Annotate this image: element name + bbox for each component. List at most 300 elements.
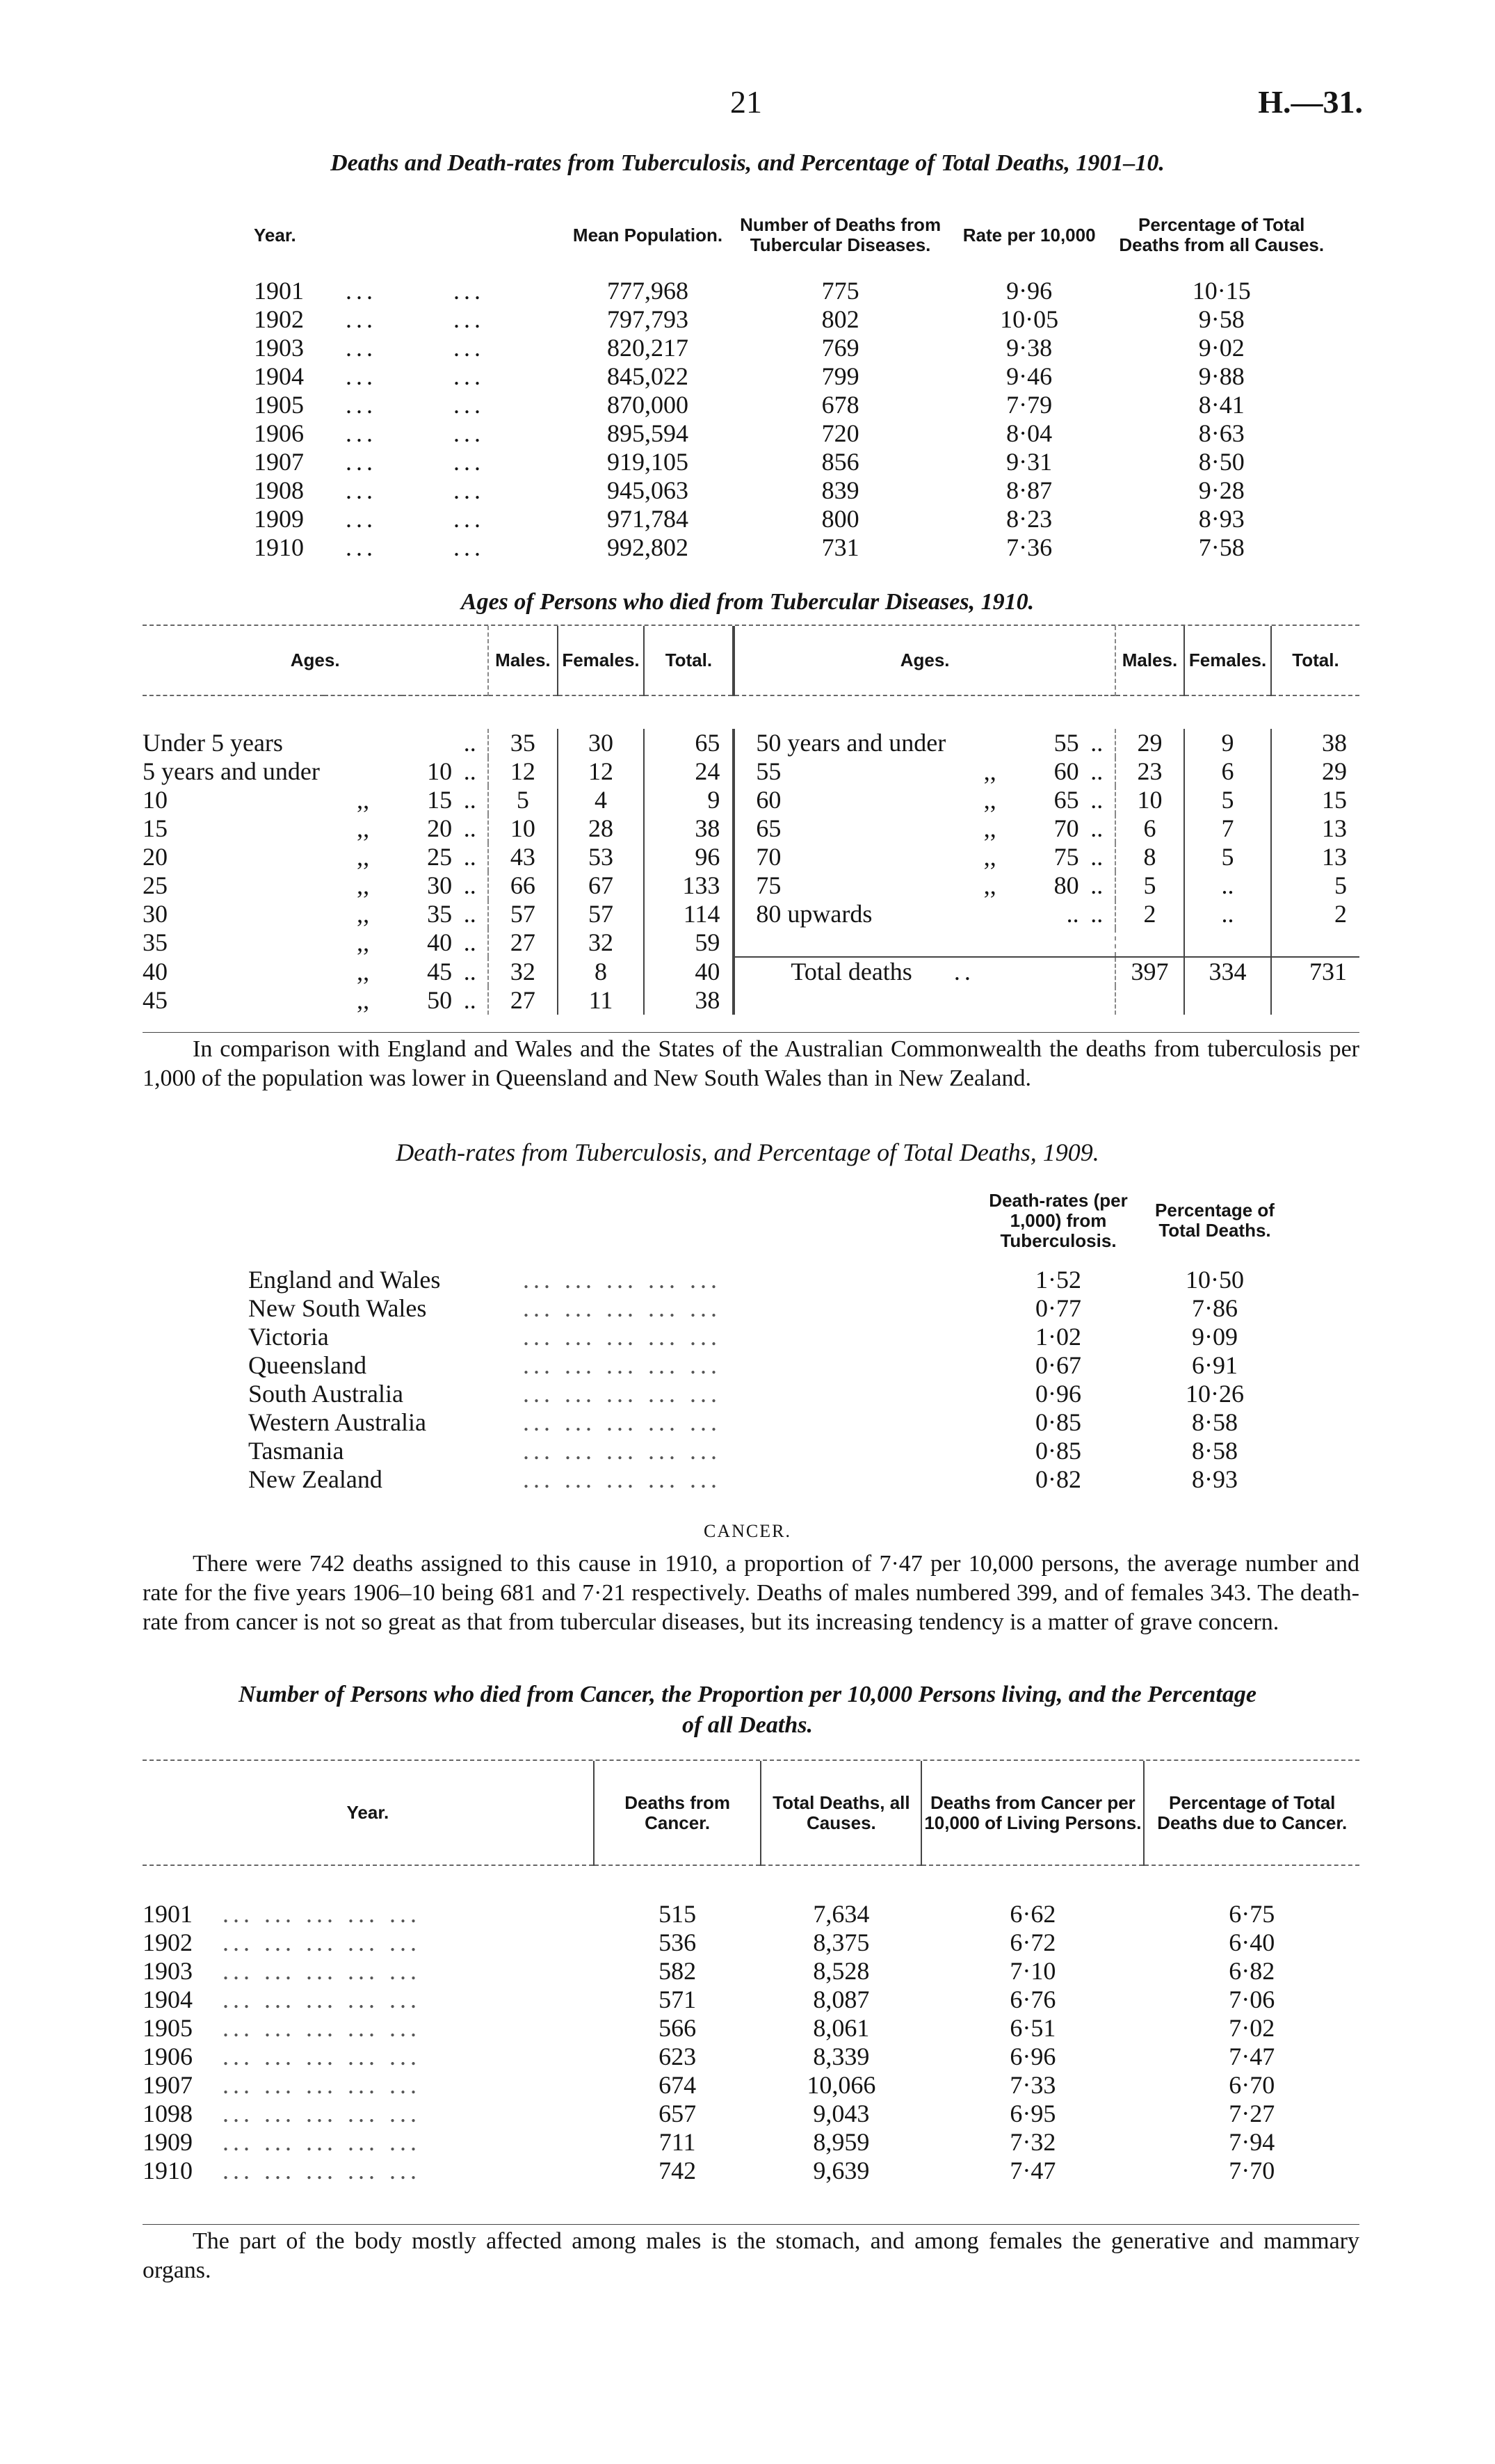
cancer-year: 1902 ... ... ... ... ... bbox=[143, 1928, 421, 1956]
ages-total: 13 bbox=[1271, 814, 1359, 843]
cancer-rate: 6·62 bbox=[1010, 1900, 1056, 1928]
leader-dots: ... ... ... ... ... bbox=[523, 1408, 721, 1436]
age-ditto: ,, bbox=[983, 871, 996, 899]
comparison-place: South Australia ... ... ... ... ... bbox=[248, 1380, 721, 1408]
comparison-place: Victoria ... ... ... ... ... bbox=[248, 1323, 721, 1351]
tb-year: 1909 ... ... bbox=[254, 505, 485, 533]
cancer-deaths: 536 bbox=[658, 1928, 697, 1956]
ages-males: 35 bbox=[488, 729, 557, 757]
age-to: 45 bbox=[427, 957, 453, 985]
tb-deaths: 802 bbox=[821, 305, 859, 333]
cancer-row bbox=[143, 1928, 1359, 1957]
ages-row bbox=[143, 814, 1359, 843]
tb-row bbox=[243, 305, 1328, 334]
cancer-bottom-rule bbox=[143, 2224, 1359, 2225]
leader-dots: ... bbox=[346, 277, 377, 305]
age-from: 70 bbox=[734, 843, 951, 871]
age-ditto: ,, bbox=[357, 814, 370, 842]
ages-total: 5 bbox=[1271, 871, 1359, 900]
age-from: Under 5 years bbox=[143, 729, 283, 757]
tb-rate: 8·87 bbox=[1006, 476, 1053, 504]
ages-total: 65 bbox=[644, 729, 734, 757]
ages-males: 5 bbox=[1115, 871, 1184, 900]
comparison-place: England and Wales ... ... ... ... ... bbox=[248, 1266, 721, 1294]
age-from: 45 bbox=[143, 986, 168, 1014]
comparison-rate: 0·82 bbox=[1035, 1465, 1081, 1493]
tb-header-pct: Percentage of Total Deaths from all Causes. bbox=[1119, 214, 1325, 255]
age-to: .. bbox=[1066, 900, 1079, 928]
cancer-deaths: 711 bbox=[658, 2128, 696, 2156]
cancer-heading: CANCER. bbox=[704, 1521, 791, 1541]
cancer-deaths: 657 bbox=[658, 2100, 697, 2127]
age-to: 40 bbox=[427, 928, 453, 956]
ages-total: 24 bbox=[644, 757, 734, 786]
ages-total: 40 bbox=[644, 957, 734, 986]
ages-males: 27 bbox=[488, 986, 557, 1015]
cancer-row bbox=[143, 1986, 1359, 2014]
leader-dots: ... bbox=[346, 533, 377, 561]
cancer-year: 1903 ... ... ... ... ... bbox=[143, 1957, 421, 1985]
tb-table-title: Deaths and Death-rates from Tuberculosis, and Percentage of Total Deaths, 1901–10. bbox=[330, 150, 1165, 176]
tb-header-population: Mean Population. bbox=[572, 224, 723, 245]
tb-year: 1902 ... ... bbox=[254, 305, 485, 333]
ages-females: 4 bbox=[558, 786, 645, 814]
leader-dots: ... ... ... ... ... bbox=[523, 1323, 721, 1351]
comparison-pct: 7·86 bbox=[1192, 1294, 1238, 1322]
leader-dots: ... ... ... ... ... bbox=[223, 1928, 421, 1956]
tb-population: 777,968 bbox=[607, 277, 689, 305]
cancer-rate: 6·76 bbox=[1010, 1986, 1056, 2013]
age-from: 80 upwards bbox=[734, 900, 951, 928]
ages-females: .. bbox=[1184, 900, 1271, 928]
ages-males: 27 bbox=[488, 928, 557, 957]
cancer-rate: 7·10 bbox=[1010, 1957, 1056, 1985]
ages-females: 57 bbox=[558, 900, 645, 928]
ages-row bbox=[143, 843, 1359, 871]
cancer-pct: 7·02 bbox=[1229, 2014, 1275, 2042]
tb-pct: 8·50 bbox=[1198, 448, 1245, 476]
ages-total: 38 bbox=[1271, 729, 1359, 757]
cancer-header-year: Year. bbox=[346, 1802, 389, 1823]
age-to: 35 bbox=[427, 900, 453, 928]
leader-dots: ... bbox=[346, 476, 377, 504]
leader-dots: ... bbox=[453, 305, 485, 333]
leader-dots: ... bbox=[346, 419, 377, 447]
ages-males: 57 bbox=[488, 900, 557, 928]
cancer-pct: 7·06 bbox=[1229, 1986, 1275, 2013]
leader-dots: .. bbox=[1090, 814, 1104, 842]
ages-females: 28 bbox=[558, 814, 645, 843]
ages-total: 29 bbox=[1271, 757, 1359, 786]
ages-header-left-total: Total. bbox=[644, 626, 734, 695]
cancer-total: 9,639 bbox=[813, 2157, 870, 2184]
age-from: 50 years and under bbox=[734, 729, 951, 757]
age-ditto: ,, bbox=[357, 900, 370, 928]
age-ditto bbox=[951, 729, 1029, 757]
ages-males: 6 bbox=[1115, 814, 1184, 843]
comparison-place: Queensland ... ... ... ... ... bbox=[248, 1351, 721, 1379]
comparison-pct: 10·26 bbox=[1186, 1380, 1244, 1408]
age-from: 15 bbox=[143, 814, 168, 842]
tb-header-year: Year. bbox=[254, 224, 296, 245]
leader-dots: .. bbox=[463, 786, 476, 814]
cancer-pct: 7·47 bbox=[1229, 2043, 1275, 2070]
cancer-rate: 6·96 bbox=[1010, 2043, 1056, 2070]
cancer-deaths: 623 bbox=[658, 2043, 697, 2070]
leader-dots: ... bbox=[453, 476, 485, 504]
ages-females: 11 bbox=[558, 986, 645, 1015]
cancer-year: 1909 ... ... ... ... ... bbox=[143, 2128, 421, 2156]
cancer-deaths: 566 bbox=[658, 2014, 697, 2042]
age-from: 30 bbox=[143, 900, 168, 928]
cancer-rate: 7·47 bbox=[1010, 2157, 1056, 2184]
tb-deaths: 678 bbox=[821, 391, 859, 419]
tb-deaths: 799 bbox=[821, 362, 859, 390]
tb-pct: 9·28 bbox=[1198, 476, 1245, 504]
cancer-total: 8,087 bbox=[813, 1986, 870, 2013]
comparison-pct: 10·50 bbox=[1186, 1266, 1244, 1294]
age-ditto: ,, bbox=[357, 986, 370, 1014]
tb-row bbox=[243, 505, 1328, 533]
ages-males: 23 bbox=[1115, 757, 1184, 786]
ages-females: 32 bbox=[558, 928, 645, 957]
cancer-pct: 6·82 bbox=[1229, 1957, 1275, 1985]
cancer-year: 1901 ... ... ... ... ... bbox=[143, 1900, 421, 1928]
cancer-row bbox=[143, 1957, 1359, 1986]
cancer-table-title-line2: of all Deaths. bbox=[682, 1712, 813, 1738]
ages-header-right-ages: Ages. bbox=[734, 626, 1115, 695]
leader-dots: ... ... ... ... ... bbox=[223, 1986, 421, 2013]
leader-dots: ... ... ... ... ... bbox=[223, 2157, 421, 2184]
leader-dots: .. bbox=[953, 958, 975, 985]
ages-females: 53 bbox=[558, 843, 645, 871]
leader-dots: ... bbox=[346, 362, 377, 390]
age-ditto bbox=[951, 900, 1029, 928]
cancer-pct: 6·70 bbox=[1229, 2071, 1275, 2099]
comparison-header-rate: Death-rates (per 1,000) from Tuberculosis. bbox=[989, 1189, 1128, 1251]
tb-deaths: 839 bbox=[821, 476, 859, 504]
age-ditto: ,, bbox=[983, 843, 996, 871]
cancer-year: 1904 ... ... ... ... ... bbox=[143, 1986, 421, 2013]
leader-dots: ... bbox=[346, 334, 377, 362]
cancer-row bbox=[143, 1900, 1359, 1928]
paragraph-tb-comparison: In comparison with England and Wales and the States of the Australian Commonwealth the deaths from tuberculosis per 1,000 of the population was lower in Queensland and New South Wales than in New Zealand. bbox=[143, 1036, 1359, 1091]
comparison-rate: 0·85 bbox=[1035, 1408, 1081, 1436]
cancer-pct: 6·75 bbox=[1229, 1900, 1275, 1928]
tb-rate: 9·46 bbox=[1006, 362, 1053, 390]
comparison-rate: 1·52 bbox=[1035, 1266, 1081, 1294]
tb-pct: 10·15 bbox=[1192, 277, 1251, 305]
age-from: 65 bbox=[734, 814, 951, 843]
ages-total: 96 bbox=[644, 843, 734, 871]
ages-males: 43 bbox=[488, 843, 557, 871]
tb-row bbox=[243, 533, 1328, 562]
comparison-table-title: Death-rates from Tuberculosis, and Percentage of Total Deaths, 1909. bbox=[396, 1138, 1099, 1166]
cancer-pct: 7·94 bbox=[1229, 2128, 1275, 2156]
ages-header-left-males: Males. bbox=[488, 626, 557, 695]
cancer-rate: 6·51 bbox=[1010, 2014, 1056, 2042]
leader-dots: .. bbox=[1090, 871, 1104, 899]
tb-row bbox=[243, 277, 1328, 305]
comparison-row bbox=[248, 1437, 1291, 1465]
paragraph-cancer: There were 742 deaths assigned to this cause in 1910, a proportion of 7·47 per 10,000 persons, the average number and rate for the five years 1906–10 being 681 and 7·21 respectively. Deaths of males numbered 399, and of females 343. The death-rate from cancer is not so great as that from tubercular diseases, but its increasing tendency is a matter of grave concern. bbox=[143, 1551, 1359, 1635]
leader-dots: ... ... ... ... ... bbox=[223, 1900, 421, 1928]
ages-females: .. bbox=[1184, 871, 1271, 900]
tb-deaths: 800 bbox=[821, 505, 859, 533]
tb-pct: 9·88 bbox=[1198, 362, 1245, 390]
paragraph-body-parts: The part of the body mostly affected among males is the stomach, and among females the generative and mammary organs. bbox=[143, 2228, 1359, 2283]
ages-row bbox=[143, 757, 1359, 786]
tb-deaths: 720 bbox=[821, 419, 859, 447]
comparison-pct: 6·91 bbox=[1192, 1351, 1238, 1379]
paper-code: H.—31. bbox=[1258, 84, 1363, 120]
cancer-year: 1098 ... ... ... ... ... bbox=[143, 2100, 421, 2127]
tb-deaths: 731 bbox=[821, 533, 859, 561]
age-to: 50 bbox=[427, 986, 453, 1014]
cancer-rate: 6·72 bbox=[1010, 1928, 1056, 1956]
leader-dots: ... bbox=[346, 448, 377, 476]
tb-pct: 8·41 bbox=[1198, 391, 1245, 419]
age-from: 35 bbox=[143, 928, 168, 956]
cancer-total: 8,339 bbox=[813, 2043, 870, 2070]
leader-dots: ... bbox=[453, 277, 485, 305]
cancer-header-pct: Percentage of Total Deaths due to Cancer. bbox=[1144, 1761, 1359, 1865]
comparison-row bbox=[248, 1465, 1291, 1494]
cancer-year: 1905 ... ... ... ... ... bbox=[143, 2014, 421, 2042]
comparison-row bbox=[248, 1380, 1291, 1408]
leader-dots: .. bbox=[463, 957, 476, 985]
total-deaths-label: Total deaths .. bbox=[734, 957, 1115, 986]
ages-total: 133 bbox=[644, 871, 734, 900]
ages-total: 13 bbox=[1271, 843, 1359, 871]
tb-year: 1904 ... ... bbox=[254, 362, 485, 390]
leader-dots: ... bbox=[453, 362, 485, 390]
ages-males: 5 bbox=[488, 786, 557, 814]
age-ditto bbox=[324, 757, 403, 786]
age-to: 10 bbox=[427, 757, 453, 785]
leader-dots: .. bbox=[1090, 757, 1104, 785]
ages-females: 8 bbox=[558, 957, 645, 986]
comparison-row bbox=[248, 1408, 1291, 1437]
ages-females: 7 bbox=[1184, 814, 1271, 843]
leader-dots: ... ... ... ... ... bbox=[523, 1465, 721, 1493]
cancer-deaths: 582 bbox=[658, 1957, 697, 1985]
ages-males: 10 bbox=[1115, 786, 1184, 814]
age-to: 55 bbox=[1053, 729, 1079, 757]
tb-pct: 9·58 bbox=[1198, 305, 1245, 333]
leader-dots: ... ... ... ... ... bbox=[523, 1380, 721, 1408]
cancer-deaths: 674 bbox=[658, 2071, 697, 2099]
tb-pct: 8·63 bbox=[1198, 419, 1245, 447]
cancer-row bbox=[143, 2043, 1359, 2071]
ages-males: 66 bbox=[488, 871, 557, 900]
age-to: 65 bbox=[1053, 786, 1079, 814]
tb-population: 919,105 bbox=[607, 448, 689, 476]
tb-header-deaths: Number of Deaths from Tubercular Diseases. bbox=[740, 214, 942, 255]
leader-dots: ... ... ... ... ... bbox=[223, 2100, 421, 2127]
ages-bottom-rule bbox=[143, 1032, 1359, 1033]
age-from: 10 bbox=[143, 786, 168, 814]
comparison-place: New South Wales ... ... ... ... ... bbox=[248, 1294, 721, 1322]
tb-rate: 10·05 bbox=[1000, 305, 1059, 333]
tb-row bbox=[243, 419, 1328, 448]
cancer-year: 1907 ... ... ... ... ... bbox=[143, 2071, 421, 2099]
tb-rate: 9·38 bbox=[1006, 334, 1053, 362]
ages-females: 9 bbox=[1184, 729, 1271, 757]
leader-dots: ... bbox=[453, 533, 485, 561]
ages-males: 10 bbox=[488, 814, 557, 843]
tb-population: 971,784 bbox=[607, 505, 689, 533]
leader-dots: ... bbox=[453, 391, 485, 419]
ages-row bbox=[143, 786, 1359, 814]
cancer-total: 8,375 bbox=[813, 1928, 870, 1956]
age-ditto: ,, bbox=[357, 843, 370, 871]
comparison-row bbox=[248, 1266, 1291, 1294]
tb-rate: 8·04 bbox=[1006, 419, 1053, 447]
age-from: 55 bbox=[734, 757, 951, 786]
cancer-deaths: 571 bbox=[658, 1986, 697, 2013]
comparison-header-pct: Percentage of Total Deaths. bbox=[1155, 1200, 1275, 1241]
comparison-rate: 0·85 bbox=[1035, 1437, 1081, 1465]
cancer-row bbox=[143, 2157, 1359, 2185]
ages-table-title: Ages of Persons who died from Tubercular Diseases, 1910. bbox=[460, 589, 1035, 615]
age-ditto: ,, bbox=[357, 871, 370, 899]
cancer-pct: 7·70 bbox=[1229, 2157, 1275, 2184]
leader-dots: ... bbox=[453, 448, 485, 476]
age-to: 15 bbox=[427, 786, 453, 814]
ages-total: 114 bbox=[644, 900, 734, 928]
cancer-row bbox=[143, 2100, 1359, 2128]
leader-dots: ... bbox=[346, 305, 377, 333]
ages-total: 15 bbox=[1271, 786, 1359, 814]
ages-males: 12 bbox=[488, 757, 557, 786]
total-all: 731 bbox=[1271, 957, 1359, 986]
tb-population: 895,594 bbox=[607, 419, 689, 447]
tb-pct: 9·02 bbox=[1198, 334, 1245, 362]
cancer-year: 1906 ... ... ... ... ... bbox=[143, 2043, 421, 2070]
leader-dots: .. bbox=[463, 986, 476, 1014]
cancer-total: 8,528 bbox=[813, 1957, 870, 1985]
tb-row bbox=[243, 391, 1328, 419]
ages-row bbox=[143, 729, 1359, 757]
leader-dots: ... bbox=[346, 391, 377, 419]
age-to: 25 bbox=[427, 843, 453, 871]
tb-year: 1908 ... ... bbox=[254, 476, 485, 504]
cancer-row bbox=[143, 2071, 1359, 2100]
tb-year: 1907 ... ... bbox=[254, 448, 485, 476]
ages-header-left-females: Females. bbox=[558, 626, 645, 695]
ages-males: 29 bbox=[1115, 729, 1184, 757]
tb-row bbox=[243, 334, 1328, 362]
leader-dots: .. bbox=[463, 928, 476, 956]
leader-dots: .. bbox=[1090, 729, 1104, 757]
ages-females: 30 bbox=[558, 729, 645, 757]
tb-population: 797,793 bbox=[607, 305, 689, 333]
tb-rate: 9·96 bbox=[1006, 277, 1053, 305]
cancer-deaths: 515 bbox=[658, 1900, 697, 1928]
leader-dots: ... bbox=[453, 334, 485, 362]
tb-year: 1910 ... ... bbox=[254, 533, 485, 561]
ages-total: 38 bbox=[644, 814, 734, 843]
tb-deaths: 856 bbox=[821, 448, 859, 476]
leader-dots: .. bbox=[463, 900, 476, 928]
comparison-place: New Zealand ... ... ... ... ... bbox=[248, 1465, 721, 1493]
leader-dots: .. bbox=[463, 843, 476, 871]
ages-males: 2 bbox=[1115, 900, 1184, 928]
cancer-table bbox=[143, 1761, 1359, 2185]
page-number: 21 bbox=[730, 84, 762, 120]
age-ditto: ,, bbox=[357, 957, 370, 985]
tb-deaths: 769 bbox=[821, 334, 859, 362]
cancer-rate: 7·33 bbox=[1010, 2071, 1056, 2099]
age-ditto: ,, bbox=[983, 786, 996, 814]
cancer-pct: 7·27 bbox=[1229, 2100, 1275, 2127]
cancer-row bbox=[143, 2014, 1359, 2043]
tb-pct: 8·93 bbox=[1198, 505, 1245, 533]
ages-males: 8 bbox=[1115, 843, 1184, 871]
leader-dots: ... ... ... ... ... bbox=[223, 2043, 421, 2070]
cancer-pct: 6·40 bbox=[1229, 1928, 1275, 1956]
age-to: 70 bbox=[1053, 814, 1079, 842]
leader-dots: .. bbox=[463, 871, 476, 899]
ages-header-right-females: Females. bbox=[1184, 626, 1271, 695]
tb-population: 945,063 bbox=[607, 476, 689, 504]
leader-dots: ... bbox=[346, 505, 377, 533]
ages-females: 5 bbox=[1184, 786, 1271, 814]
cancer-total: 7,634 bbox=[813, 1900, 870, 1928]
age-ditto: ,, bbox=[983, 757, 996, 785]
tb-pct: 7·58 bbox=[1198, 533, 1245, 561]
tb-year: 1906 ... ... bbox=[254, 419, 485, 447]
tb-row bbox=[243, 362, 1328, 391]
leader-dots: ... ... ... ... ... bbox=[523, 1351, 721, 1379]
tb-population: 992,802 bbox=[607, 533, 689, 561]
age-ditto bbox=[324, 729, 403, 757]
tb-rate: 7·36 bbox=[1006, 533, 1053, 561]
comparison-rate: 0·77 bbox=[1035, 1294, 1081, 1322]
leader-dots: ... ... ... ... ... bbox=[223, 2071, 421, 2099]
age-to: 20 bbox=[427, 814, 453, 842]
leader-dots: ... bbox=[453, 419, 485, 447]
cancer-header-deaths: Deaths from Cancer. bbox=[594, 1761, 761, 1865]
age-to: 75 bbox=[1053, 843, 1079, 871]
total-females: 334 bbox=[1184, 957, 1271, 986]
leader-dots: ... ... ... ... ... bbox=[523, 1437, 721, 1465]
comparison-rate: 0·96 bbox=[1035, 1380, 1081, 1408]
cancer-rate: 6·95 bbox=[1010, 2100, 1056, 2127]
comparison-pct: 9·09 bbox=[1192, 1323, 1238, 1351]
leader-dots: .. bbox=[463, 729, 476, 757]
leader-dots: .. bbox=[463, 814, 476, 842]
ages-females: 67 bbox=[558, 871, 645, 900]
tb-year: 1905 ... ... bbox=[254, 391, 485, 419]
cancer-year: 1910 ... ... ... ... ... bbox=[143, 2157, 421, 2184]
leader-dots: ... ... ... ... ... bbox=[223, 2014, 421, 2042]
comparison-rate: 1·02 bbox=[1035, 1323, 1081, 1351]
age-ditto: ,, bbox=[983, 814, 996, 842]
age-to bbox=[402, 729, 452, 757]
comparison-pct: 8·93 bbox=[1192, 1465, 1238, 1493]
cancer-total: 10,066 bbox=[807, 2071, 876, 2099]
age-from: 60 bbox=[734, 786, 951, 814]
comparison-place: Tasmania ... ... ... ... ... bbox=[248, 1437, 721, 1465]
age-from: 5 years and under bbox=[143, 757, 320, 785]
tb-rate: 7·79 bbox=[1006, 391, 1053, 419]
ages-row bbox=[143, 986, 1359, 1015]
tb-table bbox=[243, 193, 1328, 562]
age-ditto: ,, bbox=[357, 786, 370, 814]
tb-year: 1901 ... ... bbox=[254, 277, 485, 305]
